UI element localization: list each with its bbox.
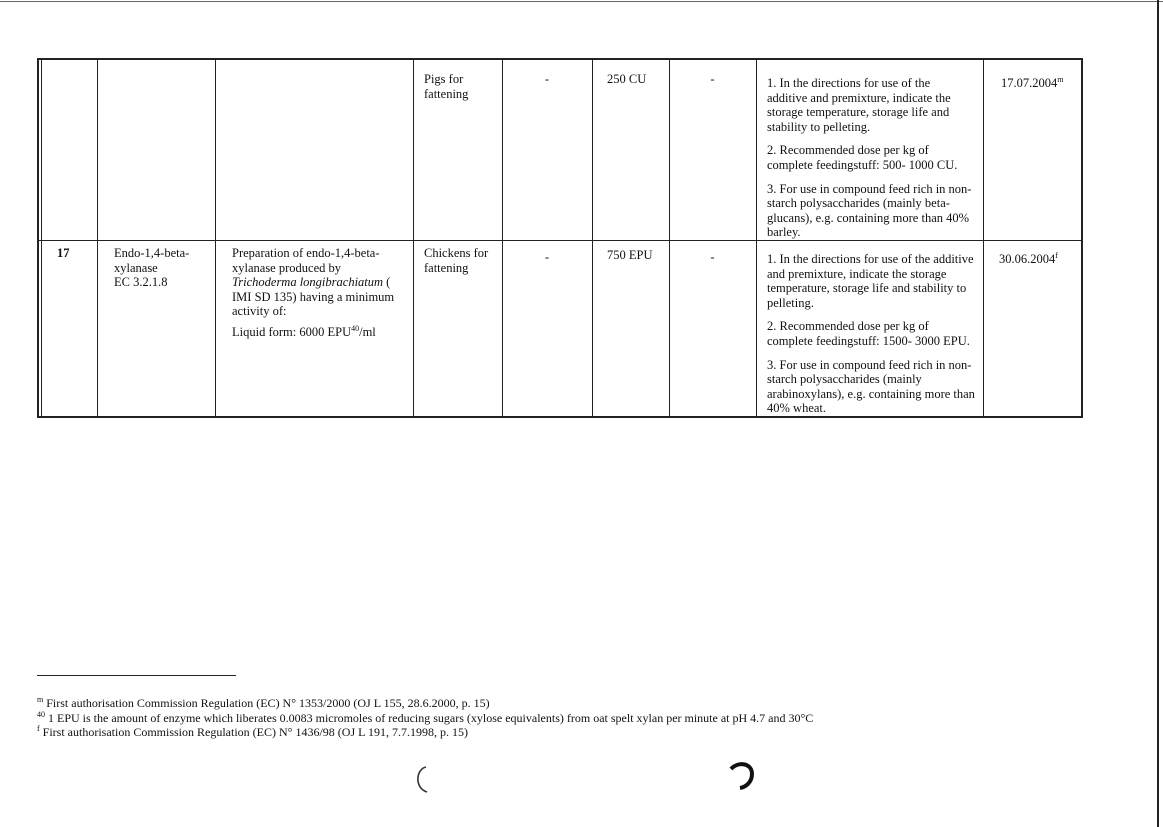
row2-additive-line1: Endo-1,4-beta- [114,246,190,260]
scan-top-line [0,1,1163,2]
col-divider [669,60,670,416]
row2-date-note: f [1055,250,1058,260]
col-divider [502,60,503,416]
row1-date-value: 17.07.2004 [1001,76,1058,90]
footnote-m [37,696,490,710]
footnote-40-mark: 40 [37,710,45,719]
row2-liquid-form-note: 40 [351,323,360,333]
row2-composition-post: ( IMI SD 135) having a minimum activity of: [232,275,395,319]
row2-species: Trichoderma longibrachiatum [232,275,384,290]
col-divider [413,60,414,416]
footnote-40 [37,711,813,725]
row1-max-content: - [710,72,715,86]
row2-liquid-form: Liquid form: 6000 EPU [232,324,352,339]
row2-date-value: 30.06.2004 [999,252,1056,266]
row1-min-content: 250 CU [607,72,647,86]
row2-number: 17 [57,246,70,260]
row2-additive [114,246,212,290]
row1-provision-2: 2. Recommended dose per kg of complete feedingstuff: 500- 1000 CU. [767,143,958,172]
row2-provisions [767,252,977,425]
row1-provisions [767,76,973,249]
row2-min-content: 750 EPU [607,248,653,262]
footnote-rule [37,675,236,676]
col-divider [41,60,42,416]
col-divider [756,60,757,416]
row1-provision-3: 3. For use in compound feed rich in non-starch polysaccharides (mainly beta-glucans), e.g. containing more than 40% barley. [767,181,972,240]
row2-liquid-form-unit: /ml [359,324,376,339]
col-divider [592,60,593,416]
row2-additive-line2: xylanase [114,260,158,275]
row1-provision-1: 1. In the directions for use of the additive and premixture, indicate the storage temperature, storage life and stability to pelleting. [767,76,951,134]
footnote-m-text: First authorisation Commission Regulation (EC) N° 1353/2000 (OJ L 155, 28.6.2000, p. 15) [43,696,490,710]
row1-animal: Pigs for fattening [424,72,469,101]
col-divider [215,60,216,416]
footnote-m-mark: m [37,695,44,704]
footnote-f-mark: f [37,724,40,733]
row2-provision-3: 3. For use in compound feed rich in non-starch polysaccharides (mainly arabinoxylans), e.g. containing more than 40% wheat. [767,357,975,416]
row2-ec-number: EC 3.2.1.8 [114,275,168,290]
row2-composition-pre: Preparation of endo-1,4-beta-xylanase produced by [232,246,380,275]
col-divider [97,60,98,416]
scan-mark-right [728,760,758,792]
footnote-f-text: First authorisation Commission Regulation (EC) N° 1436/98 (OJ L 191, 7.7.1998, p. 15) [39,725,469,739]
col-divider [983,60,984,416]
row2-animal: Chickens for fattening [424,246,489,275]
row2-provision-1: 1. In the directions for use of the additive and premixture, indicate the storage temperature, storage life and stability to pelleting. [767,252,974,310]
scan-right-edge [1157,0,1159,827]
footnote-f [37,725,468,739]
footnote-40-text: 1 EPU is the amount of enzyme which liberates 0.0083 micromoles of reducing sugars (xylose equivalents) from oat spelt xylan per minute at pH 4.7 and 30°C [45,711,814,725]
row2-provision-2: 2. Recommended dose per kg of complete feedingstuff: 1500- 3000 EPU. [767,319,970,348]
additives-table [37,58,1083,418]
scan-mark-left [410,764,432,796]
row1-date-note: m [1057,74,1064,84]
row2-min-age: - [544,250,550,264]
row2-max-content: - [710,250,715,264]
row2-date [999,252,1081,267]
row1-date [1001,76,1081,91]
row2-composition [232,246,400,349]
row1-min-age: - [544,72,550,86]
